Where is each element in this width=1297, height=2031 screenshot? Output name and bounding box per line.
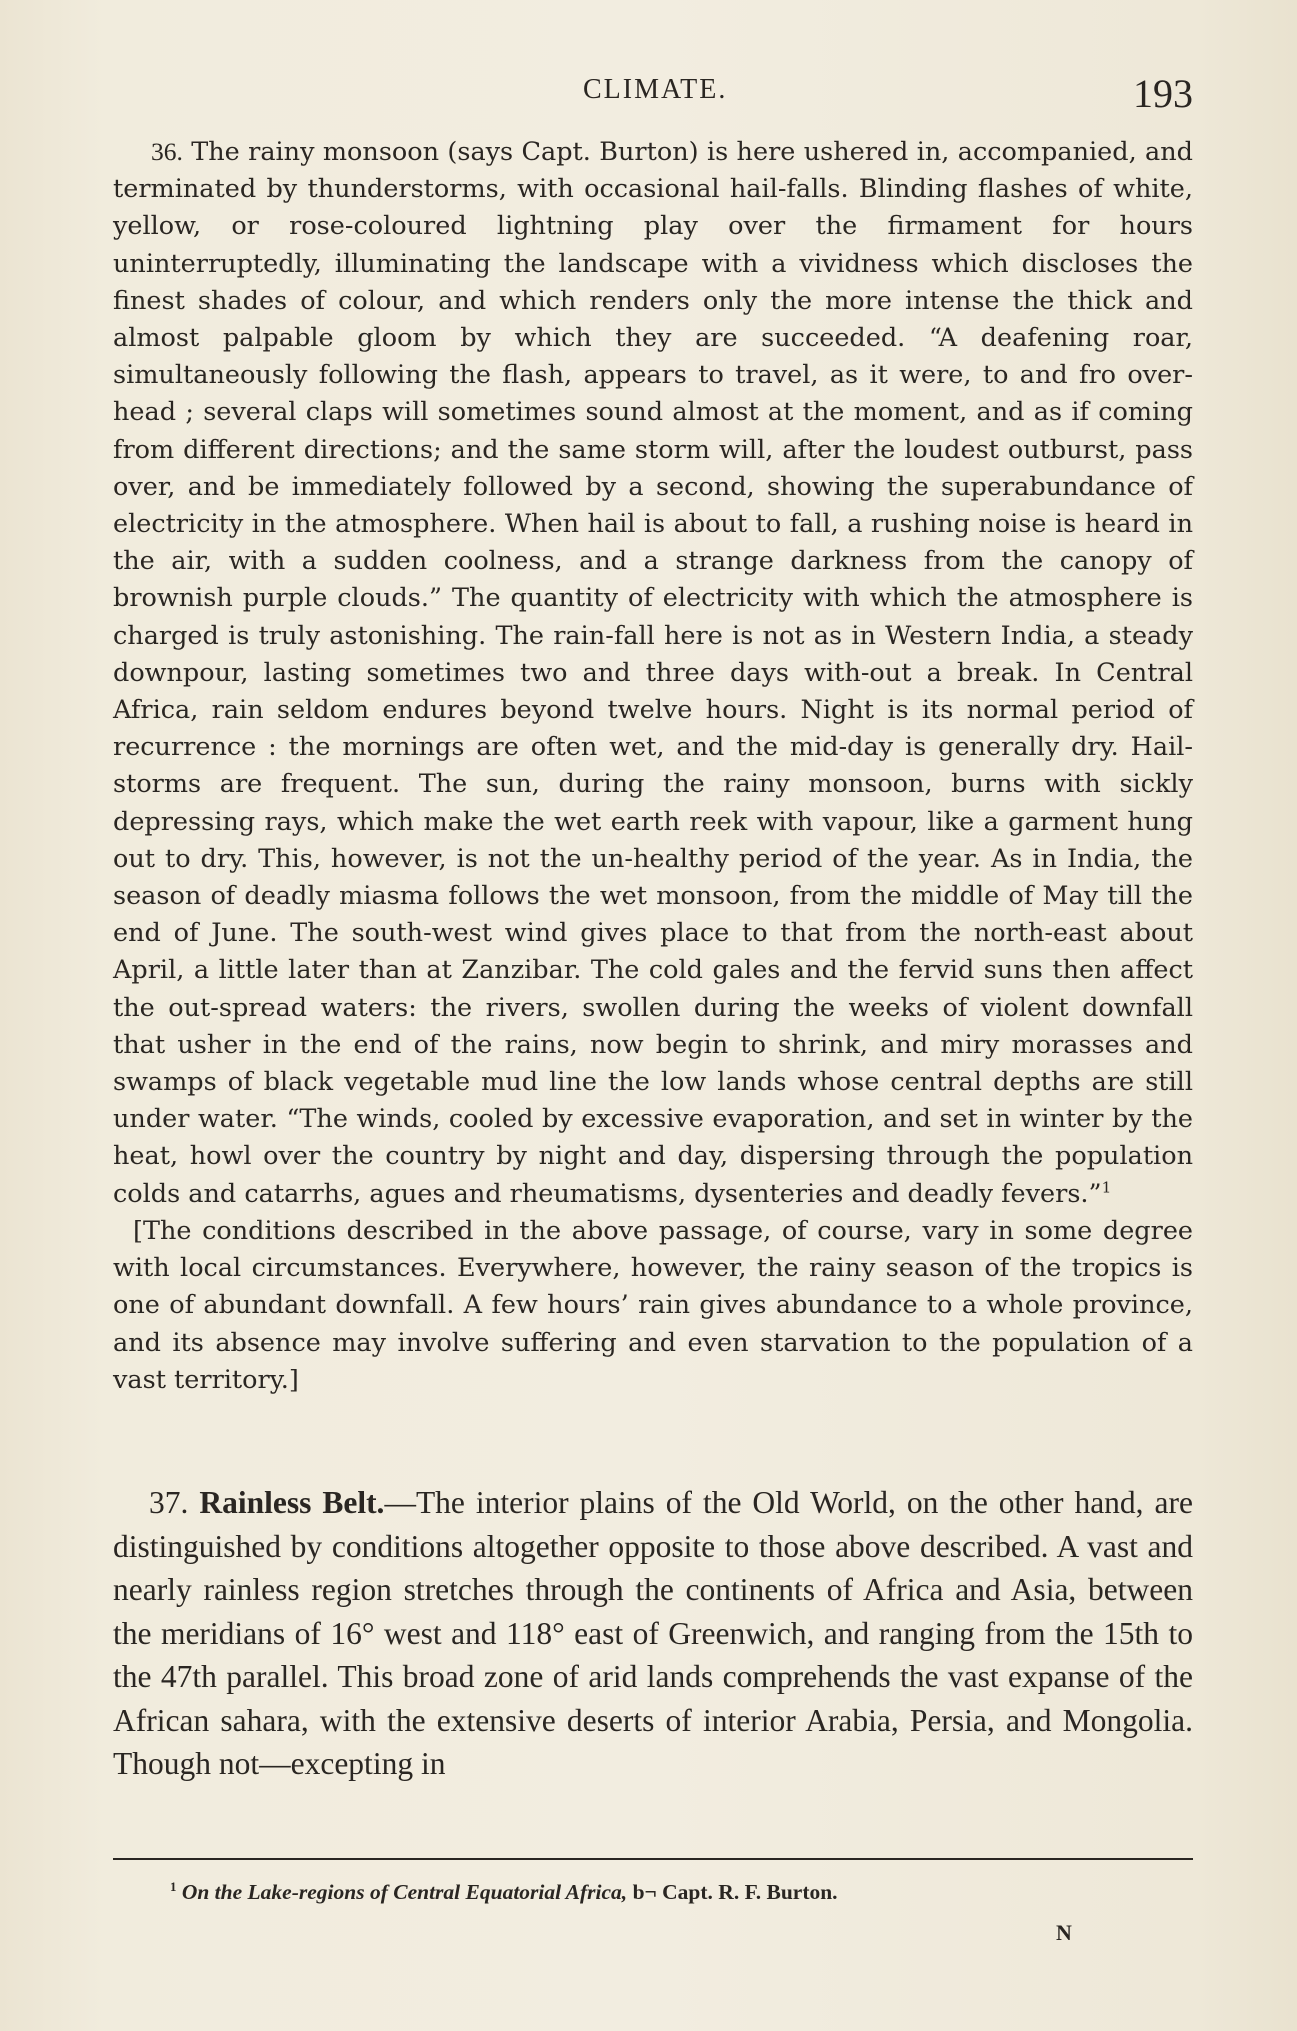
section-number: 36. [151,137,183,166]
footnote-reference: 1 [1101,1178,1112,1197]
paragraph-36 [113,133,1193,1213]
footnote [170,1880,1190,1905]
paragraph-36-text: The rainy monsoon (says Capt. Burton) is here ushered in, accompanied, and terminated by thunderstorms, with occasional hail-falls. Blinding flashes of white, yellow, or rose-coloured lightning play over the firmament for hours uninterruptedly, illuminating the landscape with a vividness which discloses the finest shades of colour, and which renders only the more intense the thick and almost palpable gloom by which they are succeeded. “A deafening roar, simultaneously following the flash, appears to travel, as it were, to and fro over-head ; several claps will sometimes sound almost at the moment, and as if coming from different directions; and the same storm will, after the loudest outburst, pass over, and be immediately followed by a second, showing the superabundance of electricity in the atmosphere. When hail is about to fall, a rushing noise is heard in the air, with a sudden coolness, and a strange darkness from the canopy of brownish purple clouds.” The quantity of electricity with which the atmosphere is charged is truly astonishing. The rain-fall here is not as in Western India, a steady downpour, lasting sometimes two and three days with-out a break. In Central Africa, rain seldom endures beyond twelve hours. Night is its normal period of recurrence : the mornings are often wet, and the mid-day is generally dry. Hail-storms are frequent. The sun, during the rainy monsoon, burns with sickly depressing rays, which make the wet earth reek with vapour, like a garment hung out to dry. This, however, is not the un-healthy period of the year. As in India, the season of deadly miasma follows the wet monsoon, from the middle of May till the end of June. The south-west wind gives place to that from the north-east about April, a little later than at Zanzibar. The cold gales and the fervid suns then affect the out-spread waters: the rivers, swollen during the weeks of violent downfall that usher in the end of the rains, now begin to shrink, and miry morasses and swamps of black vegetable mud line the low lands whose central depths are still under water. “The winds, cooled by excessive evaporation, and set in winter by the heat, howl over the country by night and day, dispersing through the population colds and catarrhs, agues and rheumatisms, dysenteries and deadly fevers.” [113,137,1193,1209]
section-number: 37. [149,1485,189,1520]
page-number: 193 [1133,71,1193,116]
body-text [113,133,1193,1399]
paragraph-37-text: —The interior plains of the Old World, on the other hand, are distinguished by conditions altogether opposite to those above described. A vast and nearly rainless region stretches through the continents of Africa and Asia, between the meridians of 16° west and 118° east of Greenwich, and ranging from the 15th to the 47th parallel. This broad zone of arid lands comprehends the vast expanse of the African sahara, with the extensive deserts of interior Arabia, Persia, and Mongolia. Though not—excepting in [113,1485,1193,1781]
section-37 [113,1481,1193,1786]
bracket-note: [The conditions described in the above passage, of course, vary in some degree with local circumstances. Everywhere, however, the rainy season of the tropics is one of abundant downfall. A few hours’ rain gives abundance to a whole province, and its absence may involve suffering and even starvation to the population of a vast territory.] [113,1215,1193,1395]
footnote-divider [113,1858,1193,1860]
footnote-author: b¬ Capt. R. F. Burton. [632,1880,838,1904]
section-title: Rainless Belt. [199,1485,385,1520]
footnote-marker: 1 [170,1879,177,1894]
running-head: CLIMATE. [583,74,728,105]
page-header [113,70,1193,120]
paragraph-37 [113,1481,1193,1786]
signature-mark: N [1056,1920,1072,1945]
footnote-title: On the Lake-regions of Central Equatorial Africa, [181,1880,628,1904]
